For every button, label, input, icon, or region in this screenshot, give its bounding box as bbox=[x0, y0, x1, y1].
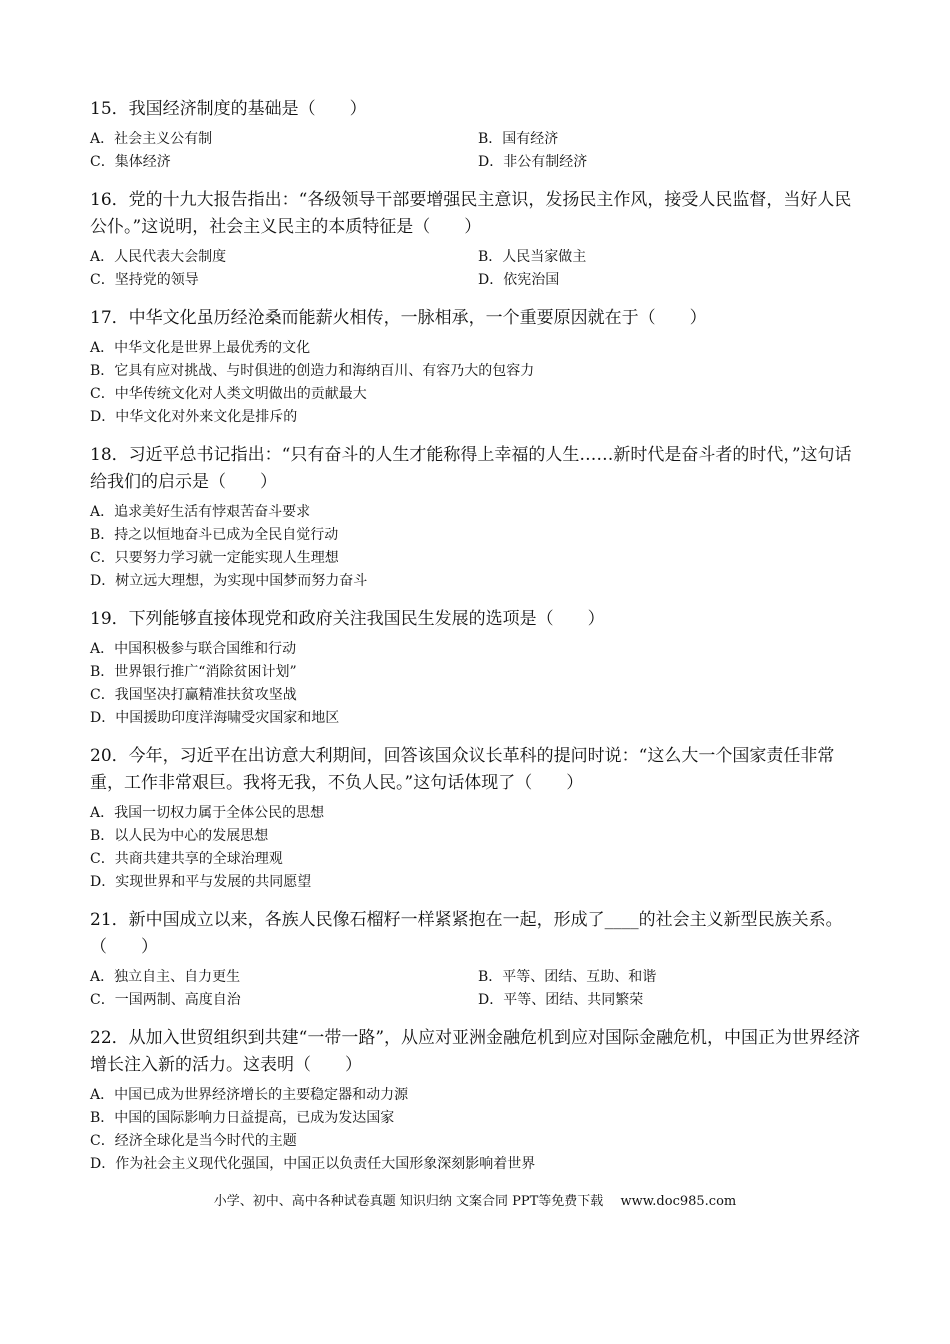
option-b: B．以人民为中心的发展思想 bbox=[90, 828, 269, 844]
question-19 bbox=[90, 606, 865, 730]
option-d: D．树立远大理想，为实现中国梦而努力奋斗 bbox=[90, 573, 368, 589]
option-a: A．人民代表大会制度 bbox=[90, 249, 227, 265]
option-d: D．依宪治国 bbox=[478, 272, 560, 288]
question-stem: 19．下列能够直接体现党和政府关注我国民生发展的选项是（ ） bbox=[90, 609, 605, 629]
question-stem: 21．新中国成立以来，各族人民像石榴籽一样紧紧抱在一起，形成了____的社会主义新型民族关系。（ ） bbox=[90, 910, 843, 957]
option-d: D．作为社会主义现代化强国，中国正以负责任大国形象深刻影响着世界 bbox=[90, 1156, 536, 1172]
option-d: D．中国援助印度洋海啸受灾国家和地区 bbox=[90, 710, 340, 726]
question-list bbox=[90, 96, 865, 1189]
option-c: C．一国两制、高度自治 bbox=[90, 992, 241, 1008]
option-c: C．坚持党的领导 bbox=[90, 272, 199, 288]
option-c: C．经济全球化是当今时代的主题 bbox=[90, 1133, 297, 1149]
option-d: D．非公有制经济 bbox=[478, 154, 588, 170]
option-a: A．中国积极参与联合国维和行动 bbox=[90, 641, 297, 657]
option-list bbox=[90, 246, 865, 292]
question-15 bbox=[90, 96, 865, 174]
question-stem: 20．今年，习近平在出访意大利期间，回答该国众议长革科的提问时说：“这么大一个国家责任非常重，工作非常艰巨。我将无我，不负人民。”这句话体现了（ ） bbox=[90, 746, 835, 793]
question-16 bbox=[90, 187, 865, 292]
option-a: A．我国一切权力属于全体公民的思想 bbox=[90, 805, 325, 821]
option-list bbox=[90, 638, 865, 730]
option-a: A．中华文化是世界上最优秀的文化 bbox=[90, 340, 311, 356]
option-b: B．世界银行推广“消除贫困计划” bbox=[90, 664, 297, 680]
option-b: B．中国的国际影响力日益提高，已成为发达国家 bbox=[90, 1110, 395, 1126]
question-stem: 16．党的十九大报告指出：“各级领导干部要增强民主意识，发扬民主作风，接受人民监督，当好人民公仆。”这说明，社会主义民主的本质特征是（ ） bbox=[90, 190, 852, 237]
question-stem: 17．中华文化虽历经沧桑而能薪火相传，一脉相承，一个重要原因就在于（ ） bbox=[90, 308, 707, 328]
question-22 bbox=[90, 1025, 865, 1176]
question-17 bbox=[90, 305, 865, 429]
question-stem: 15．我国经济制度的基础是（ ） bbox=[90, 99, 367, 119]
option-c: C．只要努力学习就一定能实现人生理想 bbox=[90, 550, 339, 566]
option-a: A．追求美好生活有悖艰苦奋斗要求 bbox=[90, 504, 311, 520]
option-d: D．中华文化对外来文化是排斥的 bbox=[90, 409, 298, 425]
page-footer: 小学、初中、高中各种试卷真题 知识归纳 文案合同 PPT等免费下载 www.doc985.com bbox=[213, 1194, 737, 1209]
option-c: C．中华传统文化对人类文明做出的贡献最大 bbox=[90, 386, 367, 402]
option-b: B．它具有应对挑战、与时俱进的创造力和海纳百川、有容乃大的包容力 bbox=[90, 363, 535, 379]
option-b: B．持之以恒地奋斗已成为全民自觉行动 bbox=[90, 527, 339, 543]
option-c: C．集体经济 bbox=[90, 154, 171, 170]
question-stem: 22．从加入世贸组织到共建“一带一路”，从应对亚洲金融危机到应对国际金融危机，中国正为世界经济增长注入新的活力。这表明（ ） bbox=[90, 1028, 861, 1075]
option-list bbox=[90, 501, 865, 593]
option-list bbox=[90, 337, 865, 429]
option-c: C．共商共建共享的全球治理观 bbox=[90, 851, 283, 867]
option-a: A．独立自主、自力更生 bbox=[90, 969, 241, 985]
question-18 bbox=[90, 442, 865, 593]
question-21 bbox=[90, 907, 865, 1012]
option-d: D．平等、团结、共同繁荣 bbox=[478, 992, 644, 1008]
option-b: B．人民当家做主 bbox=[478, 249, 587, 265]
option-a: A．中国已成为世界经济增长的主要稳定器和动力源 bbox=[90, 1087, 409, 1103]
question-stem: 18．习近平总书记指出：“只有奋斗的人生才能称得上幸福的人生……新时代是奋斗者的时代，”这句话给我们的启示是（ ） bbox=[90, 445, 852, 492]
option-d: D．实现世界和平与发展的共同愿望 bbox=[90, 874, 312, 890]
option-b: B．平等、团结、互助、和谐 bbox=[478, 969, 657, 985]
option-list bbox=[90, 802, 865, 894]
option-list bbox=[90, 966, 865, 1012]
option-list bbox=[90, 128, 865, 174]
option-list bbox=[90, 1084, 865, 1176]
question-20 bbox=[90, 743, 865, 894]
option-a: A．社会主义公有制 bbox=[90, 131, 213, 147]
option-b: B．国有经济 bbox=[478, 131, 559, 147]
option-c: C．我国坚决打赢精准扶贫攻坚战 bbox=[90, 687, 297, 703]
